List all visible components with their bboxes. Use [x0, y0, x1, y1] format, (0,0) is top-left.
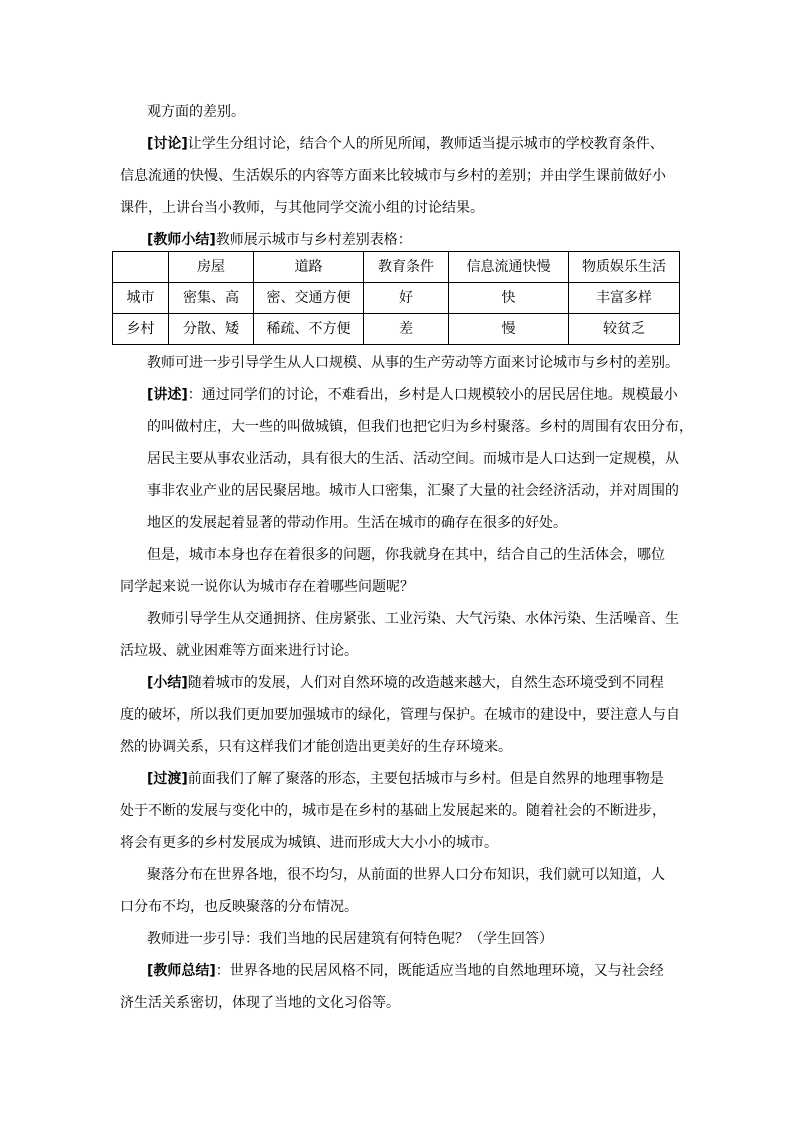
table-cell: 较贫乏: [569, 314, 680, 345]
table-cell: 稀疏、不方便: [254, 314, 364, 345]
discuss-tag: [讨论]: [147, 136, 188, 152]
lecture-tag: [讲述]: [147, 387, 188, 403]
paragraph-line: 教师进一步引导：我们当地的民居建筑有何特色呢？（学生回答）: [147, 931, 553, 947]
transition-tag: [过渡]: [147, 771, 188, 787]
table-cell: 好: [364, 283, 449, 314]
table-header-cell: 教育条件: [364, 252, 449, 283]
paragraph-line: [147, 134, 664, 154]
city-village-comparison-table: [112, 251, 680, 345]
table-header-cell: 物质娱乐生活: [569, 252, 680, 283]
table-cell: 差: [364, 314, 449, 345]
table-header-cell: 信息流通快慢: [449, 252, 569, 283]
paragraph-text: ：世界各地的民居风格不同，既能适应当地的自然地理环境，又与社会经: [215, 963, 664, 979]
paragraph-line: 地区的发展起着显著的带动作用。生活在城市的确存在很多的好处。: [147, 515, 567, 531]
table-cell: 分散、矮: [169, 314, 254, 345]
table-header-cell: [113, 252, 169, 283]
table-cell: 丰富多样: [569, 283, 680, 314]
table-cell: 快: [449, 283, 569, 314]
paragraph-line: [147, 961, 664, 981]
paragraph-line: 教师引导学生从交通拥挤、住房紧张、工业污染、大气污染、水体污染、生活噪音、生: [147, 611, 679, 627]
paragraph-line: 观方面的差别。: [147, 104, 245, 120]
table-cell: 乡村: [113, 314, 169, 345]
paragraph-text: 教师展示城市与乡村差别表格：: [215, 232, 412, 248]
paragraph-line: 济生活关系密切，体现了当地的文化习俗等。: [120, 995, 400, 1011]
paragraph-line: [147, 385, 678, 405]
table-cell: 慢: [449, 314, 569, 345]
table-row: [113, 283, 680, 314]
teacher-conclusion-tag: [教师总结]: [147, 963, 216, 979]
paragraph-line: 度的破坏，所以我们更加要加强城市的绿化，管理与保护。在城市的建设中，要注意人与自: [120, 707, 680, 723]
table-header-cell: 房屋: [169, 252, 254, 283]
table-cell: 城市: [113, 283, 169, 314]
paragraph-line: 聚落分布在世界各地，很不均匀，从前面的世界人口分布知识，我们就可以知道，人: [147, 867, 665, 883]
table-cell: 密、交通方便: [254, 283, 364, 314]
paragraph-line: [147, 769, 664, 789]
paragraph-line: 但是，城市本身也存在着很多的问题，你我就身在其中，结合自己的生活体会，哪位: [147, 547, 665, 563]
summary-tag: [小结]: [147, 675, 188, 691]
paragraph-line: 将会有更多的乡村发展成为城镇、进而形成大大小小的城市。: [120, 835, 498, 851]
paragraph-line: 信息流通的快慢、生活娱乐的内容等方面来比较城市与乡村的差别；并由学生课前做好小: [120, 168, 666, 184]
table-header-cell: 道路: [254, 252, 364, 283]
table-row: [113, 314, 680, 345]
paragraph-line: [147, 230, 412, 250]
paragraph-text: ：通过同学们的讨论，不难看出，乡村是人口规模较小的居民居住地。规模最小: [187, 387, 678, 403]
paragraph-line: 然的协调关系，只有这样我们才能创造出更美好的生存环境来。: [120, 739, 512, 755]
paragraph-line: 的叫做村庄，大一些的叫做城镇，但我们也把它归为乡村聚落。乡村的周围有农田分布，: [147, 419, 693, 435]
paragraph-line: [147, 673, 664, 693]
paragraph-text: 前面我们了解了聚落的形态，主要包括城市与乡村。但是自然界的地理事物是: [187, 771, 664, 787]
paragraph-line: 课件，上讲台当小教师，与其他同学交流小组的讨论结果。: [120, 200, 484, 216]
paragraph-text: 随着城市的发展，人们对自然环境的改造越来越大，自然生态环境受到不同程: [187, 675, 664, 691]
paragraph-line: 居民主要从事农业活动，具有很大的生活、活动空间。而城市是人口达到一定规模，从: [147, 451, 679, 467]
teacher-summary-tag: [教师小结]: [147, 232, 216, 248]
paragraph-line: 事非农业产业的居民聚居地。城市人口密集，汇聚了大量的社会经济活动，并对周围的: [147, 483, 679, 499]
table-header-row: [113, 252, 680, 283]
paragraph-line: 同学起来说一说你认为城市存在着哪些问题呢？: [120, 579, 414, 595]
table-cell: 密集、高: [169, 283, 254, 314]
paragraph-text: 让学生分组讨论，结合个人的所见所闻，教师适当提示城市的学校教育条件、: [187, 136, 664, 152]
paragraph-line: 口分布不均，也反映聚落的分布情况。: [120, 899, 358, 915]
paragraph-line: 活垃圾、就业困难等方面来进行讨论。: [120, 643, 358, 659]
paragraph-line: 教师可进一步引导学生从人口规模、从事的生产劳动等方面来讨论城市与乡村的差别。: [147, 355, 679, 371]
paragraph-line: 处于不断的发展与变化中的，城市是在乡村的基础上发展起来的。随着社会的不断进步，: [120, 803, 666, 819]
